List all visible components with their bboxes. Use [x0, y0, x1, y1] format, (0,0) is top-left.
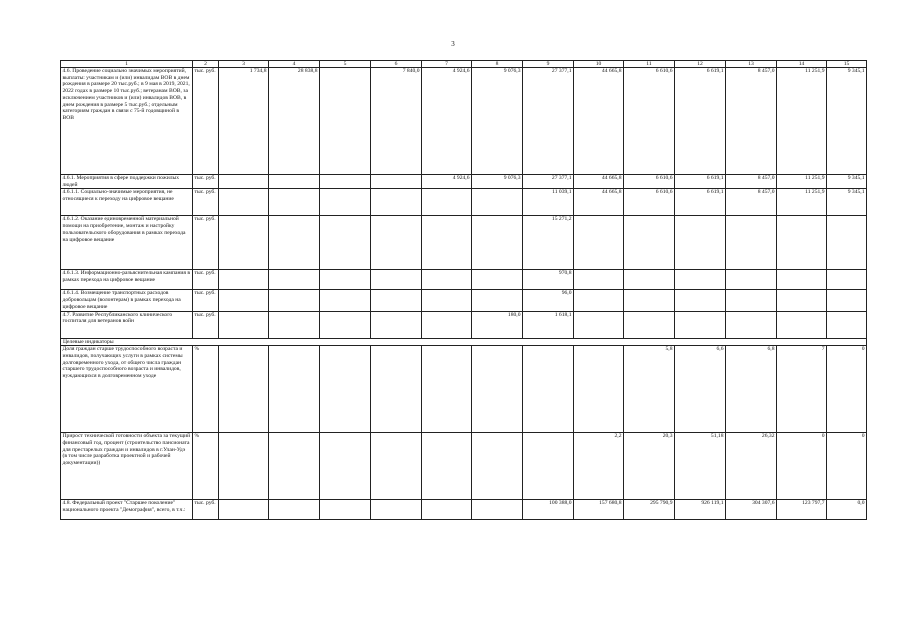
value-cell	[827, 270, 867, 290]
value-cell	[371, 189, 422, 216]
value-cell	[422, 346, 472, 433]
page-number: 3	[451, 40, 455, 48]
value-cell: 28 838,8	[269, 68, 320, 175]
unit-cell: тыс. руб.	[193, 175, 219, 189]
value-cell: 5,8	[624, 346, 675, 433]
value-cell: 6 610,6	[624, 189, 675, 216]
table-row	[61, 433, 867, 500]
value-cell	[574, 270, 624, 290]
column-header: 15	[827, 61, 867, 68]
value-cell: 2,2	[574, 433, 624, 500]
value-cell	[320, 189, 371, 216]
row-label: 4.6.1. Мероприятия в сфере поддержки пожилых людей	[61, 175, 193, 189]
value-cell	[422, 216, 472, 270]
value-cell	[269, 433, 320, 500]
value-cell	[472, 500, 523, 520]
value-cell	[320, 270, 371, 290]
value-cell	[422, 270, 472, 290]
value-cell: 44 665,8	[574, 175, 624, 189]
table-row	[61, 311, 867, 338]
value-cell	[523, 433, 574, 500]
column-header: 3	[219, 61, 269, 68]
value-cell	[371, 346, 422, 433]
value-cell	[219, 216, 269, 270]
value-cell: 123 797,7	[777, 500, 827, 520]
value-cell	[777, 270, 827, 290]
value-cell	[777, 290, 827, 311]
row-label: 4.6.1.2. Оказание единовременной материальной помощи на приобретение, монтаж и настройку пользовательского оборудования в рамках перехода на цифровое вещание	[61, 216, 193, 270]
value-cell: 0	[827, 346, 867, 433]
value-cell: 0	[827, 433, 867, 500]
value-cell	[422, 290, 472, 311]
column-header: 8	[472, 61, 523, 68]
value-cell	[269, 346, 320, 433]
column-header: 1	[61, 61, 193, 68]
value-cell: 4 924,6	[422, 175, 472, 189]
table-row	[61, 175, 867, 189]
value-cell	[422, 311, 472, 338]
value-cell	[624, 290, 675, 311]
value-cell: 6,8	[726, 346, 777, 433]
value-cell: 6 610,6	[624, 68, 675, 175]
unit-cell: тыс. руб.	[193, 270, 219, 290]
table-row	[61, 500, 867, 520]
value-cell	[269, 290, 320, 311]
value-cell	[726, 290, 777, 311]
unit-cell: тыс. руб.	[193, 290, 219, 311]
value-cell: 926 119,1	[675, 500, 726, 520]
value-cell: 157 680,8	[574, 500, 624, 520]
value-cell	[726, 270, 777, 290]
column-header: 11	[624, 61, 675, 68]
value-cell	[219, 346, 269, 433]
value-cell	[269, 216, 320, 270]
value-cell	[422, 433, 472, 500]
table-row	[61, 216, 867, 270]
unit-cell: тыс. руб.	[193, 68, 219, 175]
section-title: Целевые индикаторы	[61, 338, 867, 346]
column-header: 10	[574, 61, 624, 68]
row-label: 4.6. Проведение социально значимых мероприятий, выплаты: участникам и (или) инвалидам ВОВ в днем рождения в размере 20 тыс.руб.; в 9 мая в 2019, 2021, 2022 годах в размере 10 тыс.руб.; ветеранам ВОВ, за исключением участников и (или) инвалидов ВОВ, в днем рождения в размере 5 тыс.руб.; отдельным категориям граждан в связи с 75-й годовщиной в ВОВ	[61, 68, 193, 175]
value-cell	[219, 290, 269, 311]
value-cell	[371, 433, 422, 500]
value-cell: 1 734,8	[219, 68, 269, 175]
value-cell	[320, 175, 371, 189]
budget-table	[60, 60, 867, 520]
unit-cell: %	[193, 346, 219, 433]
value-cell	[726, 311, 777, 338]
value-cell	[827, 311, 867, 338]
value-cell: 6 619,1	[675, 189, 726, 216]
value-cell	[777, 216, 827, 270]
value-cell	[371, 500, 422, 520]
value-cell: 4 924,6	[422, 68, 472, 175]
column-header: 6	[371, 61, 422, 68]
value-cell	[320, 433, 371, 500]
column-header: 5	[320, 61, 371, 68]
value-cell: 1 618,1	[523, 311, 574, 338]
value-cell	[472, 270, 523, 290]
value-cell: 27 377,1	[523, 68, 574, 175]
value-cell	[472, 189, 523, 216]
value-cell	[624, 311, 675, 338]
value-cell	[320, 290, 371, 311]
table-row	[61, 290, 867, 311]
value-cell	[675, 216, 726, 270]
value-cell: 11 039,1	[523, 189, 574, 216]
value-cell	[422, 189, 472, 216]
value-cell	[574, 311, 624, 338]
column-header: 4	[269, 61, 320, 68]
value-cell: 304 307,6	[726, 500, 777, 520]
column-header: 14	[777, 61, 827, 68]
value-cell	[574, 290, 624, 311]
value-cell	[422, 500, 472, 520]
value-cell: 11 251,9	[777, 175, 827, 189]
value-cell	[320, 346, 371, 433]
value-cell	[371, 311, 422, 338]
column-header: 2	[193, 61, 219, 68]
row-label: 4.7. Развитие Республиканского клинического госпиталя для ветеранов войн	[61, 311, 193, 338]
value-cell	[320, 68, 371, 175]
value-cell	[320, 216, 371, 270]
value-cell	[371, 175, 422, 189]
value-cell: 9 345,1	[827, 189, 867, 216]
value-cell	[320, 311, 371, 338]
value-cell: 96,0	[523, 290, 574, 311]
unit-cell: %	[193, 433, 219, 500]
row-label: Доля граждан старше трудоспособного возраста и инвалидов, получающих услуги в рамках системы долговременного ухода, от общего числа граждан старшего трудоспособного возраста и инвалидов, нуждающихся в долговременном уходе	[61, 346, 193, 433]
value-cell: 6,6	[675, 346, 726, 433]
value-cell	[219, 270, 269, 290]
value-cell: 7	[777, 346, 827, 433]
unit-cell: тыс. руб.	[193, 500, 219, 520]
value-cell: 9 076,3	[472, 175, 523, 189]
value-cell	[371, 270, 422, 290]
value-cell	[219, 311, 269, 338]
value-cell	[726, 216, 777, 270]
value-cell	[624, 216, 675, 270]
value-cell: 8 457,0	[726, 175, 777, 189]
value-cell: 44 665,8	[574, 68, 624, 175]
value-cell	[269, 270, 320, 290]
value-cell	[574, 216, 624, 270]
value-cell: 0,0	[827, 500, 867, 520]
value-cell: 6 619,1	[675, 175, 726, 189]
value-cell: 6 619,1	[675, 68, 726, 175]
value-cell	[777, 311, 827, 338]
row-label: Прирост технической готовности объекта за текущий финансовый год, процент (строительство пансионата для престарелых граждан и инвалидов в г.Улан-Удэ (в том числе разработка проектной и рабочей документации))	[61, 433, 193, 500]
unit-cell: тыс. руб.	[193, 189, 219, 216]
table-row	[61, 346, 867, 433]
column-header: 13	[726, 61, 777, 68]
value-cell	[472, 433, 523, 500]
row-label: 4.6.1.3. Информационно-разъяснительная кампания в рамках перехода на цифровое вещание	[61, 270, 193, 290]
row-label: 4.6.1.1. Социально-значимые мероприятия, не относящиеся к переходу на цифровое вещание	[61, 189, 193, 216]
value-cell	[675, 270, 726, 290]
table-row	[61, 270, 867, 290]
table-row	[61, 68, 867, 175]
value-cell: 7 840,0	[371, 68, 422, 175]
value-cell: 11 251,9	[777, 189, 827, 216]
value-cell: 100 388,0	[523, 500, 574, 520]
value-cell	[574, 346, 624, 433]
section-row	[61, 338, 867, 346]
value-cell	[269, 311, 320, 338]
value-cell	[269, 189, 320, 216]
value-cell: 51,18	[675, 433, 726, 500]
value-cell: 44 665,8	[574, 189, 624, 216]
value-cell	[371, 216, 422, 270]
value-cell	[675, 290, 726, 311]
value-cell	[827, 216, 867, 270]
value-cell	[472, 290, 523, 311]
column-header: 9	[523, 61, 574, 68]
value-cell	[219, 500, 269, 520]
value-cell: 9 345,1	[827, 68, 867, 175]
header-row	[61, 61, 867, 68]
value-cell: 9 345,1	[827, 175, 867, 189]
value-cell: 0	[777, 433, 827, 500]
value-cell	[219, 175, 269, 189]
value-cell	[269, 500, 320, 520]
value-cell	[269, 175, 320, 189]
value-cell	[624, 270, 675, 290]
column-header: 12	[675, 61, 726, 68]
value-cell	[320, 500, 371, 520]
value-cell: 180,0	[472, 311, 523, 338]
value-cell	[472, 216, 523, 270]
value-cell: 11 251,9	[777, 68, 827, 175]
value-cell	[675, 311, 726, 338]
value-cell: 8 457,0	[726, 68, 777, 175]
value-cell	[472, 346, 523, 433]
table-row	[61, 189, 867, 216]
row-label: 4.6.1.4. Возмещение транспортных расходов добровольцам (волонтерам) в рамках перехода на цифровое вещание	[61, 290, 193, 311]
value-cell: 15 271,2	[523, 216, 574, 270]
value-cell: 27 377,1	[523, 175, 574, 189]
row-label: 4.8. Федеральный проект "Старшее поколение" национального проекта "Демография", всего, в т.ч.:	[61, 500, 193, 520]
column-header: 7	[422, 61, 472, 68]
value-cell: 295 790,9	[624, 500, 675, 520]
value-cell: 20,3	[624, 433, 675, 500]
value-cell	[371, 290, 422, 311]
value-cell	[523, 346, 574, 433]
value-cell: 9 076,3	[472, 68, 523, 175]
value-cell: 8 457,0	[726, 189, 777, 216]
value-cell: 6 610,6	[624, 175, 675, 189]
value-cell	[219, 189, 269, 216]
value-cell	[827, 290, 867, 311]
value-cell: 970,8	[523, 270, 574, 290]
value-cell: 26,32	[726, 433, 777, 500]
unit-cell: тыс. руб.	[193, 311, 219, 338]
value-cell	[219, 433, 269, 500]
unit-cell: тыс. руб.	[193, 216, 219, 270]
